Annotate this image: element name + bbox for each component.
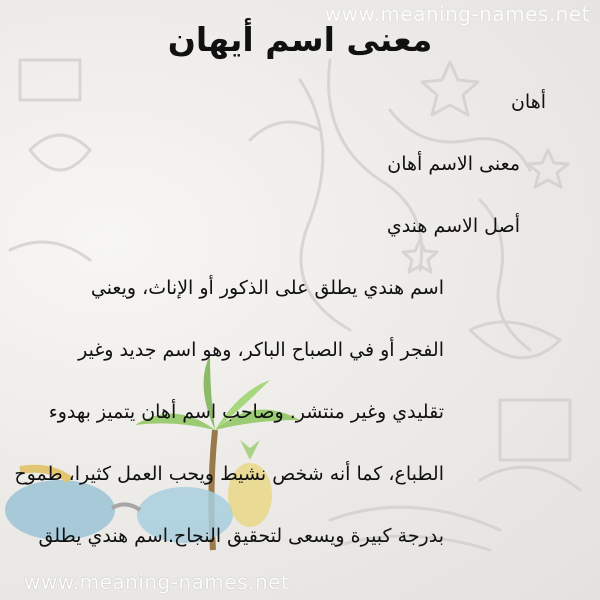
page-title: معنى اسم أيهان [167,20,433,59]
origin-heading: أصل الاسم هندي [386,215,520,237]
description-line: الفجر أو في الصباح الباكر، وهو اسم جديد وغير [78,339,444,361]
site-watermark-bottom: www.meaning-names.net [24,570,290,594]
name-line: أهان [510,91,546,113]
meaning-text [14,84,564,580]
meaning-heading: معنى الاسم أهان [387,153,520,175]
description-line: تقليدي وغير منتشر. وصاحب اسم أهان يتميز بهدوء [48,401,444,423]
description-line: الطباع، كما أنه شخص نشيط ويحب العمل كثيرا، طموح [14,463,444,485]
description-line: اسم هندي يطلق على الذكور أو الإناث، ويعني [90,277,444,299]
site-watermark-top: www.meaning-names.net [324,2,590,26]
description-line: بدرجة كبيرة ويسعى لتحقيق النجاح.اسم هندي يطلق [38,525,444,547]
